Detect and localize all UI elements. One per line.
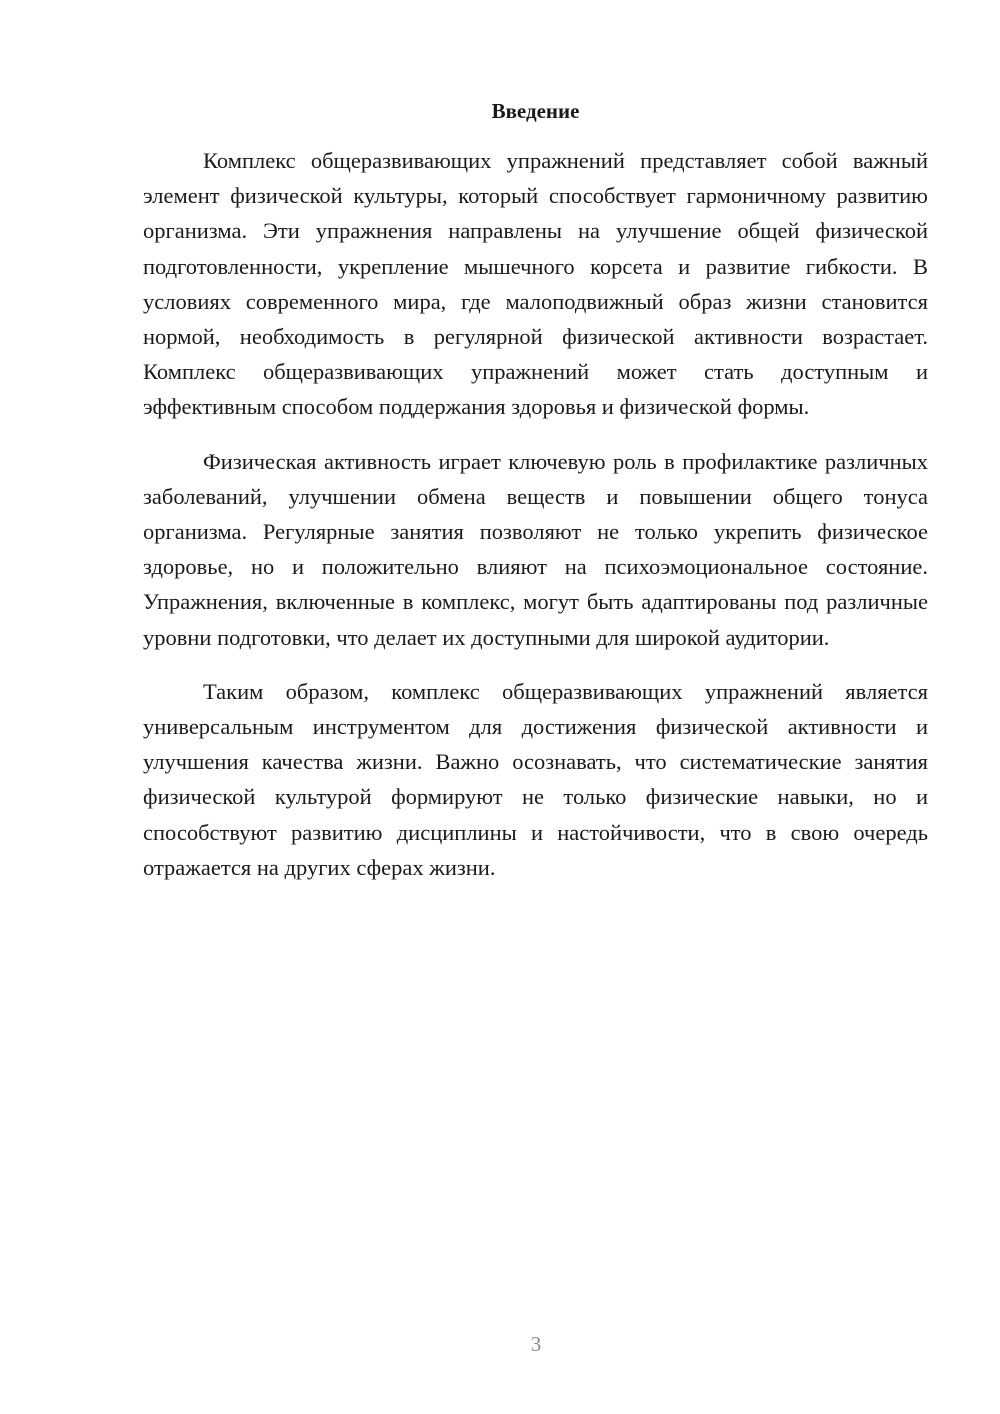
section-heading: Введение [491, 99, 580, 123]
body-text [143, 143, 928, 904]
paragraph-3: Таким образом, комплекс общеразвивающих упражнений является универсальным инструментом для достижения физической активности и улучшения качества жизни. Важно осознавать, что систематические занятия физической культурой формируют не только физические навыки, но и способствуют развитию дисциплины и настойчивости, что в свою очередь отражается на других сферах жизни. [143, 678, 928, 880]
page-number: 3 [530, 1332, 542, 1356]
paragraph-2: Физическая активность играет ключевую роль в профилактике различных заболеваний, улучшении обмена веществ и повышении общего тонуса организма. Регулярные занятия позволяют не только укрепить физическое здоровье, но и положительно влияют на психоэмоциональное состояние. Упражнения, включенные в комплекс, могут быть адаптированы под различные уровни подготовки, что делает их доступными для широкой аудитории. [143, 448, 928, 650]
paragraph-1: Комплекс общеразвивающих упражнений представляет собой важный элемент физической культуры, который способствует гармоничному развитию организма. Эти упражнения направлены на улучшение общей физической подготовленности, укрепление мышечного корсета и развитие гибкости. В условиях современного мира, где малоподвижный образ жизни становится нормой, необходимость в регулярной физической активности возрастает. Комплекс общеразвивающих упражнений может стать доступным и эффективным способом поддержания здоровья и физической формы. [143, 148, 928, 420]
